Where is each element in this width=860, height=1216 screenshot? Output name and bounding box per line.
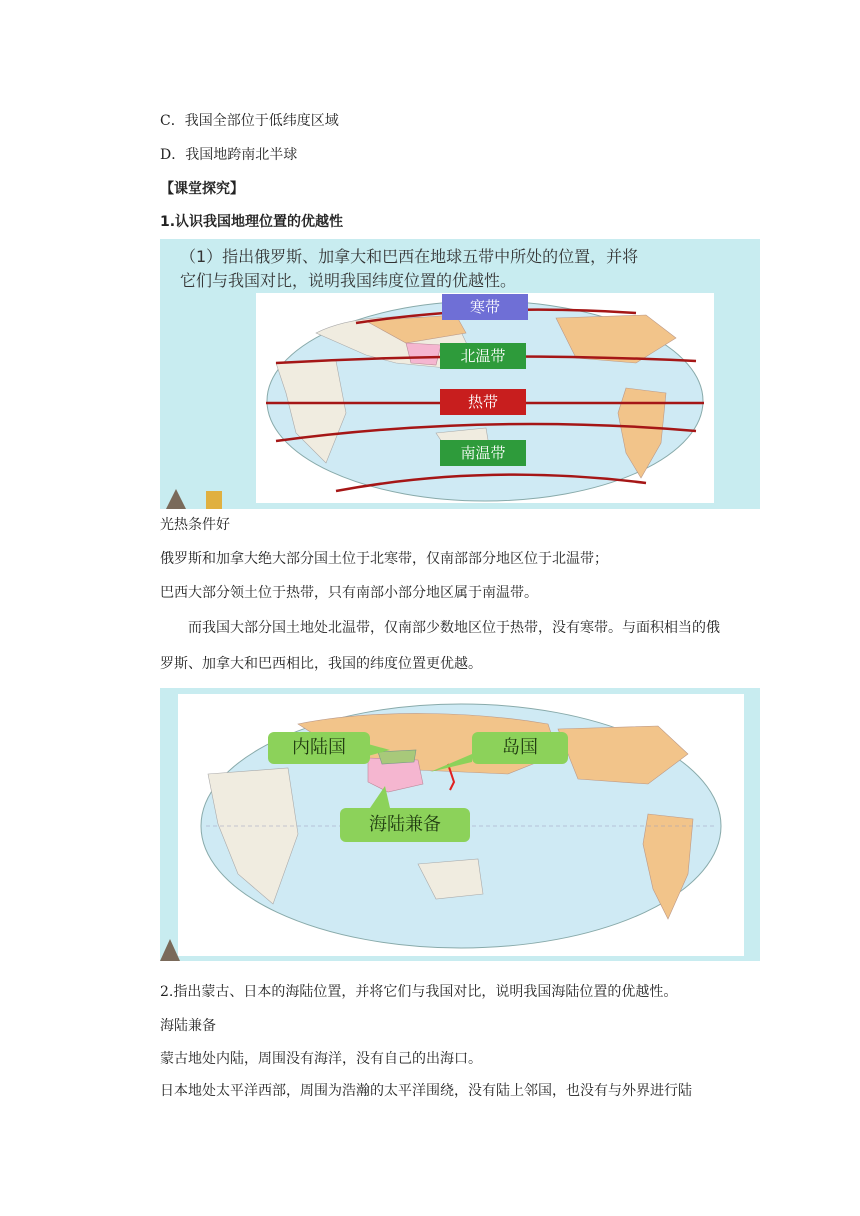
answer-1-line-1: 光热条件好 <box>160 517 230 533</box>
decoration-icon <box>166 483 236 509</box>
tag-pointers <box>160 688 760 961</box>
answer-2-line-2: 蒙古地处内陆，周围没有海洋，没有自己的出海口。 <box>160 1051 482 1067</box>
answer-1-line-3: 巴西大部分领土位于热带，只有南部小部分地区属于南温带。 <box>160 585 538 601</box>
figure-1-title-line2: 它们与我国对比，说明我国纬度位置的优越性。 <box>180 271 517 290</box>
climate-zones-figure <box>160 239 760 509</box>
answer-1-line-5: 罗斯、加拿大和巴西相比，我国的纬度位置更优越。 <box>160 656 482 672</box>
cold-zone-label: 寒带 <box>442 294 528 320</box>
option-c: C．我国全部位于低纬度区域 <box>160 113 339 129</box>
answer-1-line-2: 俄罗斯和加拿大绝大部分国土位于北寒带，仅南部部分地区位于北温带； <box>160 551 608 567</box>
land-sea-position-figure <box>160 688 760 961</box>
decoration-icon <box>160 933 200 961</box>
inland-country-tag: 内陆国 <box>268 732 370 764</box>
question-2-title: 2.指出蒙古、日本的海陆位置，并将它们与我国对比，说明我国海陆位置的优越性。 <box>160 984 678 1000</box>
option-d: D．我国地跨南北半球 <box>160 147 298 163</box>
answer-2-line-1: 海陆兼备 <box>160 1018 216 1034</box>
answer-2-line-3: 日本地处太平洋西部，周围为浩瀚的太平洋围绕，没有陆上邻国，也没有与外界进行陆 <box>160 1083 692 1099</box>
section-title: 【课堂探究】 <box>160 181 244 197</box>
tropical-zone-label: 热带 <box>440 389 526 415</box>
south-temperate-zone-label: 南温带 <box>440 440 526 466</box>
north-temperate-zone-label: 北温带 <box>440 343 526 369</box>
question-1-title: 1.认识我国地理位置的优越性 <box>160 214 344 230</box>
coastal-inland-tag: 海陆兼备 <box>340 808 470 842</box>
figure-1-title <box>180 245 638 293</box>
island-country-tag: 岛国 <box>472 732 568 764</box>
figure-1-title-line1: （1）指出俄罗斯、加拿大和巴西在地球五带中所处的位置，并将 <box>180 247 639 266</box>
answer-1-line-4: 而我国大部分国土地处北温带，仅南部少数地区位于热带，没有寒带。与面积相当的俄 <box>188 620 720 636</box>
